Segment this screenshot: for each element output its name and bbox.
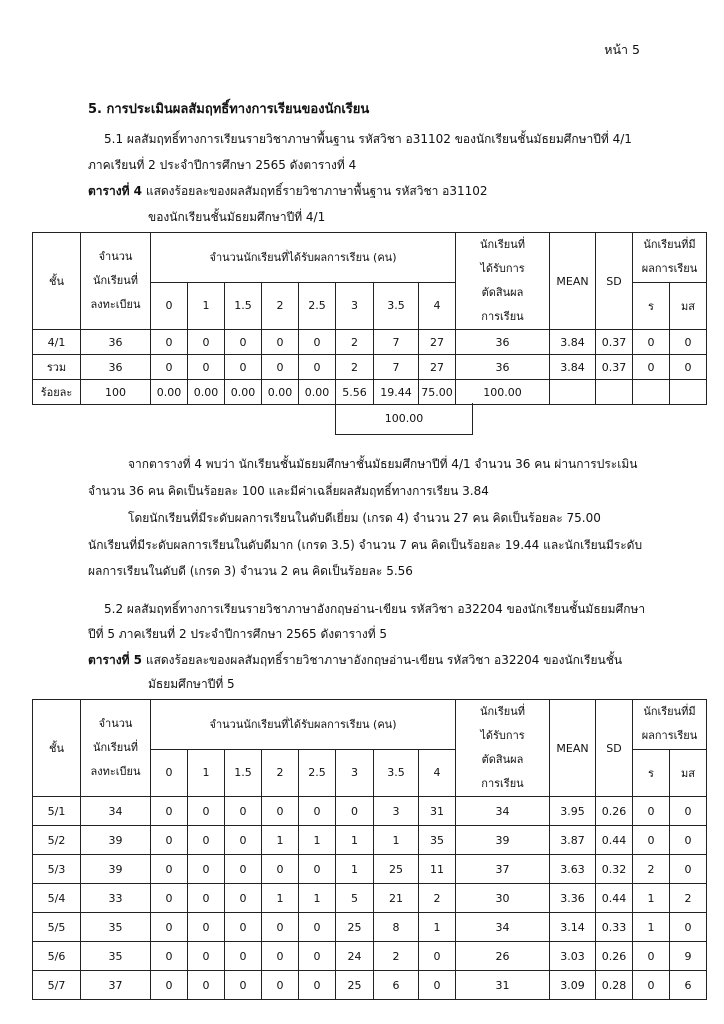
table-cell: 0.00 xyxy=(299,380,336,405)
table-cell: 0 xyxy=(262,797,299,826)
table-cell: 0 xyxy=(633,355,670,380)
table-cell: 34 xyxy=(81,797,151,826)
header-sd: SD xyxy=(596,233,633,330)
s51-line1: 5.1 ผลสัมฤทธิ์ทางการเรียนรายวิชาภาษาพื้นฐาน รหัสวิชา อ31102 ของนักเรียนชั้นมัธยมศึกษาปีที่ 4/1 xyxy=(104,132,632,146)
table-cell: 0 xyxy=(151,855,188,884)
table-cell: 3.84 xyxy=(550,330,596,355)
table-row xyxy=(33,797,707,826)
table-cell: 0.00 xyxy=(188,380,225,405)
header-grade: 1 xyxy=(188,749,225,797)
header-unresolved: นักเรียนที่มี ผลการเรียน xyxy=(633,233,707,283)
table-cell: 5/5 xyxy=(33,913,81,942)
table-cell xyxy=(550,380,596,405)
table-cell: 0.00 xyxy=(151,380,188,405)
table-cell: 33 xyxy=(81,884,151,913)
table-cell: 0 xyxy=(188,330,225,355)
table-row xyxy=(33,884,707,913)
table-cell: 0 xyxy=(188,855,225,884)
table-cell: 6 xyxy=(670,971,707,1000)
header-class: ชั้น xyxy=(33,700,81,797)
table-row xyxy=(33,855,707,884)
header-grade: 3 xyxy=(336,749,374,797)
table-cell: 25 xyxy=(336,913,374,942)
table-row xyxy=(33,971,707,1000)
table-cell: 19.44 xyxy=(374,380,419,405)
grade-sum-box: 100.00 xyxy=(335,403,473,435)
table4-caption-text: แสดงร้อยละของผลสัมฤทธิ์รายวิชาภาษาพื้นฐาน รหัสวิชา อ31102 xyxy=(142,184,488,198)
header-ms: มส xyxy=(670,282,707,330)
table5-caption-text: แสดงร้อยละของผลสัมฤทธิ์รายวิชาภาษาอังกฤษอ่าน-เขียน รหัสวิชา อ32204 ของนักเรียนชั้น xyxy=(142,653,623,667)
table-cell: 0 xyxy=(151,942,188,971)
table-row xyxy=(33,826,707,855)
table-cell: 36 xyxy=(456,330,550,355)
table-cell: 34 xyxy=(456,797,550,826)
table-cell: 0 xyxy=(151,913,188,942)
table-cell: 0 xyxy=(633,971,670,1000)
table-cell: 8 xyxy=(374,913,419,942)
table-cell: 26 xyxy=(456,942,550,971)
table-cell: 9 xyxy=(670,942,707,971)
table-cell: 0 xyxy=(225,884,262,913)
table-cell: 3.95 xyxy=(550,797,596,826)
table-cell: 5/6 xyxy=(33,942,81,971)
table-cell: 37 xyxy=(456,855,550,884)
table-4 xyxy=(32,232,707,405)
table-cell: 6 xyxy=(374,971,419,1000)
header-grade: 0 xyxy=(151,749,188,797)
table5-caption-label: ตารางที่ 5 xyxy=(88,653,143,667)
table-cell: 0.37 xyxy=(596,355,633,380)
table-cell: 0 xyxy=(262,355,299,380)
table-cell: 0 xyxy=(225,942,262,971)
table-cell: 39 xyxy=(81,826,151,855)
table-cell: 1 xyxy=(299,826,336,855)
table-cell: 0 xyxy=(670,330,707,355)
table-cell: 5 xyxy=(336,884,374,913)
table-cell: 39 xyxy=(456,826,550,855)
table-cell: 0 xyxy=(188,884,225,913)
s52-line1: 5.2 ผลสัมฤทธิ์ทางการเรียนรายวิชาภาษาอังกฤษอ่าน-เขียน รหัสวิชา อ32204 ของนักเรียนชั้นมัธยมศึกษา xyxy=(104,602,646,616)
table-cell: 0 xyxy=(225,971,262,1000)
header-enrolled: จำนวน นักเรียนที่ ลงทะเบียน xyxy=(81,700,151,797)
header-grade: 1 xyxy=(188,282,225,330)
table-cell: 100 xyxy=(81,380,151,405)
table-cell: 0 xyxy=(225,355,262,380)
table-cell: 0 xyxy=(225,855,262,884)
table-row xyxy=(33,380,707,405)
table-cell: 0 xyxy=(262,913,299,942)
table-cell: 2 xyxy=(419,884,456,913)
table-cell: 30 xyxy=(456,884,550,913)
header-ms: มส xyxy=(670,749,707,797)
header-grade: 4 xyxy=(419,749,456,797)
header-grade: 3.5 xyxy=(374,282,419,330)
header-unresolved: นักเรียนที่มี ผลการเรียน xyxy=(633,700,707,750)
header-grade: 3 xyxy=(336,282,374,330)
table-cell: 0 xyxy=(299,330,336,355)
table-cell: 0 xyxy=(262,855,299,884)
table-cell: 0 xyxy=(299,942,336,971)
table-cell: 0 xyxy=(188,826,225,855)
table-cell: 0 xyxy=(188,971,225,1000)
table-cell: 34 xyxy=(456,913,550,942)
table-cell: 0 xyxy=(670,355,707,380)
table-cell: 0 xyxy=(336,797,374,826)
table-cell: 35 xyxy=(81,913,151,942)
s51-summary-2a: โดยนักเรียนที่มีระดับผลการเรียนในดับดีเยี่ยม (เกรด 4) จำนวน 27 คน คิดเป็นร้อยละ 75.00 xyxy=(128,511,601,525)
table-cell: 3.03 xyxy=(550,942,596,971)
table-row xyxy=(33,942,707,971)
table-cell: 0 xyxy=(225,797,262,826)
table-cell: 0 xyxy=(151,971,188,1000)
table-cell: 0 xyxy=(670,826,707,855)
header-grades-group: จำนวนนักเรียนที่ได้รับผลการเรียน (คน) xyxy=(151,233,456,283)
table-cell: 5/1 xyxy=(33,797,81,826)
table-cell: 39 xyxy=(81,855,151,884)
table-cell: 11 xyxy=(419,855,456,884)
table-cell: 1 xyxy=(336,826,374,855)
header-grade: 4 xyxy=(419,282,456,330)
header-judged: นักเรียนที่ ได้รับการ ตัดสินผล การเรียน xyxy=(456,700,550,797)
table-cell: 0 xyxy=(670,797,707,826)
table-cell: 0 xyxy=(299,971,336,1000)
table-cell: 0 xyxy=(225,826,262,855)
header-enrolled: จำนวน นักเรียนที่ ลงทะเบียน xyxy=(81,233,151,330)
table-cell: 100.00 xyxy=(456,380,550,405)
header-grade: 2 xyxy=(262,282,299,330)
header-grades-group: จำนวนนักเรียนที่ได้รับผลการเรียน (คน) xyxy=(151,700,456,750)
table-cell: 0.00 xyxy=(225,380,262,405)
table-row xyxy=(33,913,707,942)
table-cell: 0 xyxy=(633,330,670,355)
table-cell: 0 xyxy=(419,971,456,1000)
table4-caption-label: ตารางที่ 4 xyxy=(88,184,143,198)
table-cell: 0 xyxy=(151,330,188,355)
table-cell: 31 xyxy=(456,971,550,1000)
table-cell: 0 xyxy=(188,913,225,942)
table-cell xyxy=(670,380,707,405)
header-r: ร xyxy=(633,749,670,797)
table-cell: 0 xyxy=(419,942,456,971)
table-cell: 36 xyxy=(81,330,151,355)
table-cell: 2 xyxy=(670,884,707,913)
table-cell: 0 xyxy=(299,797,336,826)
table-cell: 27 xyxy=(419,330,456,355)
table-cell: 5/2 xyxy=(33,826,81,855)
table-cell: 0 xyxy=(633,797,670,826)
table-cell: 3 xyxy=(374,797,419,826)
table-cell: ร้อยละ xyxy=(33,380,81,405)
table-cell: 3.84 xyxy=(550,355,596,380)
table-cell: 0 xyxy=(151,826,188,855)
table-cell: 35 xyxy=(419,826,456,855)
table4-caption-line2: ของนักเรียนชั้นมัธยมศึกษาปีที่ 4/1 xyxy=(148,210,326,224)
table-cell: 0.44 xyxy=(596,884,633,913)
table-cell: 0 xyxy=(299,855,336,884)
table-cell: 0 xyxy=(633,826,670,855)
table-cell: 1 xyxy=(633,884,670,913)
header-sd: SD xyxy=(596,700,633,797)
table-cell: 5/3 xyxy=(33,855,81,884)
table-cell: 0 xyxy=(262,942,299,971)
table-cell: 0.26 xyxy=(596,797,633,826)
table-cell: 0 xyxy=(151,884,188,913)
table-cell: 5/4 xyxy=(33,884,81,913)
table-5 xyxy=(32,699,707,1000)
table-row xyxy=(33,355,707,380)
table-cell: 2 xyxy=(336,355,374,380)
table-cell: 0 xyxy=(262,330,299,355)
s51-summary-2c: ผลการเรียนในดับดี (เกรด 3) จำนวน 2 คน คิดเป็นร้อยละ 5.56 xyxy=(88,564,413,578)
table-cell: 0.26 xyxy=(596,942,633,971)
table-cell xyxy=(633,380,670,405)
table-cell: 36 xyxy=(456,355,550,380)
table-cell: 0 xyxy=(151,355,188,380)
table4-caption xyxy=(88,179,488,203)
table-cell: 31 xyxy=(419,797,456,826)
table-cell: 25 xyxy=(374,855,419,884)
table-cell: 0.33 xyxy=(596,913,633,942)
header-grade: 1.5 xyxy=(225,282,262,330)
table5-caption-line2: มัธยมศึกษาปีที่ 5 xyxy=(148,677,235,691)
table-cell: 1 xyxy=(299,884,336,913)
table-cell: 2 xyxy=(336,330,374,355)
table-cell: 1 xyxy=(633,913,670,942)
header-grade: 1.5 xyxy=(225,749,262,797)
table-cell: 21 xyxy=(374,884,419,913)
header-mean: MEAN xyxy=(550,700,596,797)
table-cell: 0 xyxy=(299,913,336,942)
header-grade: 2.5 xyxy=(299,282,336,330)
table-cell: รวม xyxy=(33,355,81,380)
table-cell: 5.56 xyxy=(336,380,374,405)
table-cell: 1 xyxy=(419,913,456,942)
table-cell: 0.32 xyxy=(596,855,633,884)
header-grade: 2 xyxy=(262,749,299,797)
table-cell: 27 xyxy=(419,355,456,380)
table-cell: 35 xyxy=(81,942,151,971)
table-cell: 5/7 xyxy=(33,971,81,1000)
s51-summary-2b: นักเรียนที่มีระดับผลการเรียนในดับดีมาก (เกรด 3.5) จำนวน 7 คน คิดเป็นร้อยละ 19.44 และนักเรียนมีระดับ xyxy=(88,538,643,552)
table-cell: 7 xyxy=(374,330,419,355)
table-cell: 3.63 xyxy=(550,855,596,884)
header-grade: 0 xyxy=(151,282,188,330)
table-cell: 25 xyxy=(336,971,374,1000)
table-cell: 0 xyxy=(151,797,188,826)
table-cell: 1 xyxy=(374,826,419,855)
table-cell xyxy=(596,380,633,405)
page-number: หน้า 5 xyxy=(604,42,640,57)
header-class: ชั้น xyxy=(33,233,81,330)
header-grade: 2.5 xyxy=(299,749,336,797)
table-cell: 0 xyxy=(188,797,225,826)
header-r: ร xyxy=(633,282,670,330)
table-cell: 0 xyxy=(299,355,336,380)
header-judged: นักเรียนที่ ได้รับการ ตัดสินผล การเรียน xyxy=(456,233,550,330)
table-cell: 3.09 xyxy=(550,971,596,1000)
s51-summary-1a: จากตารางที่ 4 พบว่า นักเรียนชั้นมัธยมศึกษาชั้นมัธยมศึกษาปีที่ 4/1 จำนวน 36 คน ผ่านการประเมิน xyxy=(128,457,638,471)
table-cell: 2 xyxy=(374,942,419,971)
table5-caption xyxy=(88,648,622,672)
table-cell: 0.44 xyxy=(596,826,633,855)
table-cell: 0.37 xyxy=(596,330,633,355)
table-cell: 1 xyxy=(262,884,299,913)
table-cell: 0 xyxy=(670,855,707,884)
s51-summary-1b: จำนวน 36 คน คิดเป็นร้อยละ 100 และมีค่าเฉลี่ยผลสัมฤทธิ์ทางการเรียน 3.84 xyxy=(88,484,489,498)
table-cell: 0 xyxy=(225,330,262,355)
table-cell: 0 xyxy=(262,971,299,1000)
table-cell: 0.00 xyxy=(262,380,299,405)
table-cell: 75.00 xyxy=(419,380,456,405)
table-cell: 0.28 xyxy=(596,971,633,1000)
table-cell: 2 xyxy=(633,855,670,884)
table-cell: 0 xyxy=(633,942,670,971)
table-cell: 0 xyxy=(188,355,225,380)
table-cell: 1 xyxy=(336,855,374,884)
table-cell: 7 xyxy=(374,355,419,380)
table-cell: 3.36 xyxy=(550,884,596,913)
table-cell: 24 xyxy=(336,942,374,971)
table-cell: 4/1 xyxy=(33,330,81,355)
table-cell: 3.14 xyxy=(550,913,596,942)
table-row xyxy=(33,330,707,355)
table-cell: 0 xyxy=(188,942,225,971)
header-mean: MEAN xyxy=(550,233,596,330)
header-grade: 3.5 xyxy=(374,749,419,797)
table-cell: 37 xyxy=(81,971,151,1000)
s52-line2: ปีที่ 5 ภาคเรียนที่ 2 ประจำปีการศึกษา 2565 ดังตารางที่ 5 xyxy=(88,627,388,641)
table-cell: 0 xyxy=(225,913,262,942)
table-cell: 3.87 xyxy=(550,826,596,855)
section-title: 5. การประเมินผลสัมฤทธิ์ทางการเรียนของนักเรียน xyxy=(88,102,370,117)
s51-line2: ภาคเรียนที่ 2 ประจำปีการศึกษา 2565 ดังตารางที่ 4 xyxy=(88,158,357,172)
table-cell: 0 xyxy=(670,913,707,942)
table-cell: 1 xyxy=(262,826,299,855)
table-cell: 36 xyxy=(81,355,151,380)
